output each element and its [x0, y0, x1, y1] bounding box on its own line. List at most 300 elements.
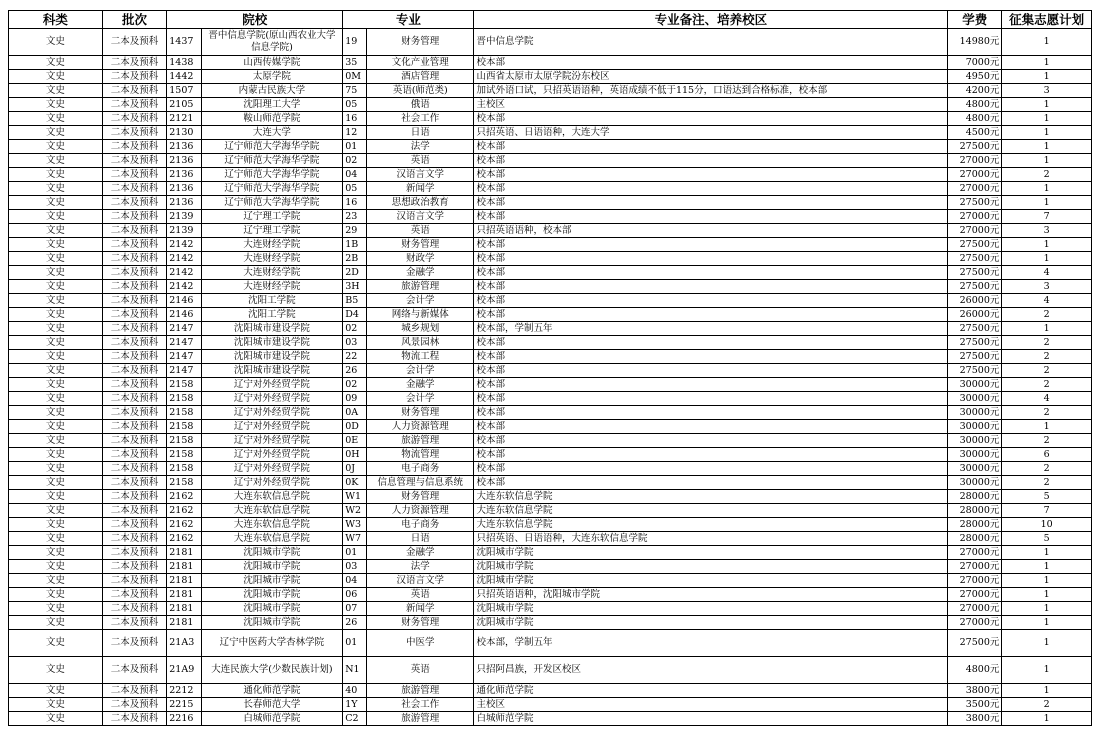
plan-count-cell: 2: [1002, 406, 1092, 420]
major-name-cell: 风景园林: [367, 336, 474, 350]
school-name-cell: 沈阳工学院: [201, 308, 343, 322]
major-name-cell: 人力资源管理: [367, 420, 474, 434]
plan-count-cell: 1: [1002, 154, 1092, 168]
batch-cell: 二本及预科: [102, 588, 167, 602]
category-cell: 文史: [9, 308, 103, 322]
major-code-cell: 09: [343, 392, 367, 406]
table-row: [9, 392, 1092, 406]
school-name-cell: 沈阳城市学院: [201, 616, 343, 630]
tuition-cell: 28000元: [948, 532, 1002, 546]
batch-cell: 二本及预科: [102, 280, 167, 294]
major-code-cell: 01: [343, 546, 367, 560]
major-notes-cell: 校本部: [474, 266, 948, 280]
tuition-cell: 30000元: [948, 420, 1002, 434]
major-notes-cell: 只招英语、日语语种，大连大学: [474, 126, 948, 140]
tuition-cell: 4950元: [948, 70, 1002, 84]
tuition-cell: 27000元: [948, 154, 1002, 168]
table-row: [9, 154, 1092, 168]
school-code-cell: 2162: [167, 518, 201, 532]
major-name-cell: 人力资源管理: [367, 504, 474, 518]
major-code-cell: 1Y: [343, 698, 367, 712]
major-notes-cell: 校本部，学制五年: [474, 630, 948, 657]
batch-cell: 二本及预科: [102, 70, 167, 84]
header-tuition: 学费: [948, 11, 1002, 29]
plan-count-cell: 4: [1002, 266, 1092, 280]
school-name-cell: 晋中信息学院(原山西农业大学信息学院): [201, 29, 343, 56]
batch-cell: 二本及预科: [102, 154, 167, 168]
major-notes-cell: 校本部，学制五年: [474, 322, 948, 336]
plan-count-cell: 3: [1002, 224, 1092, 238]
table-row: [9, 280, 1092, 294]
category-cell: 文史: [9, 378, 103, 392]
major-code-cell: W7: [343, 532, 367, 546]
school-code-cell: 2142: [167, 266, 201, 280]
major-code-cell: 22: [343, 350, 367, 364]
tuition-cell: 27000元: [948, 224, 1002, 238]
school-code-cell: 2158: [167, 448, 201, 462]
batch-cell: 二本及预科: [102, 392, 167, 406]
major-name-cell: 汉语言文学: [367, 168, 474, 182]
major-code-cell: N1: [343, 657, 367, 684]
school-name-cell: 沈阳理工大学: [201, 98, 343, 112]
school-name-cell: 长春师范大学: [201, 698, 343, 712]
plan-count-cell: 10: [1002, 518, 1092, 532]
school-code-cell: 1438: [167, 56, 201, 70]
batch-cell: 二本及预科: [102, 252, 167, 266]
category-cell: 文史: [9, 336, 103, 350]
category-cell: 文史: [9, 266, 103, 280]
school-name-cell: 辽宁对外经贸学院: [201, 448, 343, 462]
category-cell: 文史: [9, 546, 103, 560]
major-notes-cell: 加试外语口试，只招英语语种，英语成绩不低于115分，口语达到合格标准，校本部: [474, 84, 948, 98]
major-notes-cell: 校本部: [474, 280, 948, 294]
category-cell: 文史: [9, 140, 103, 154]
school-name-cell: 辽宁师范大学海华学院: [201, 168, 343, 182]
major-code-cell: 06: [343, 588, 367, 602]
plan-count-cell: 1: [1002, 630, 1092, 657]
major-code-cell: 01: [343, 140, 367, 154]
major-name-cell: 汉语言文学: [367, 574, 474, 588]
school-code-cell: 2147: [167, 322, 201, 336]
plan-count-cell: 1: [1002, 546, 1092, 560]
category-cell: 文史: [9, 98, 103, 112]
category-cell: 文史: [9, 532, 103, 546]
major-code-cell: 07: [343, 602, 367, 616]
major-notes-cell: 沈阳城市学院: [474, 546, 948, 560]
tuition-cell: 27500元: [948, 350, 1002, 364]
major-name-cell: 金融学: [367, 378, 474, 392]
batch-cell: 二本及预科: [102, 420, 167, 434]
school-name-cell: 鞍山师范学院: [201, 112, 343, 126]
batch-cell: 二本及预科: [102, 168, 167, 182]
category-cell: 文史: [9, 630, 103, 657]
tuition-cell: 27500元: [948, 238, 1002, 252]
school-code-cell: 2181: [167, 560, 201, 574]
school-code-cell: 2212: [167, 684, 201, 698]
table-row: [9, 712, 1092, 726]
school-code-cell: 2216: [167, 712, 201, 726]
plan-count-cell: 1: [1002, 602, 1092, 616]
major-name-cell: 城乡规划: [367, 322, 474, 336]
school-name-cell: 辽宁对外经贸学院: [201, 476, 343, 490]
major-notes-cell: 校本部: [474, 196, 948, 210]
batch-cell: 二本及预科: [102, 616, 167, 630]
major-code-cell: 23: [343, 210, 367, 224]
category-cell: 文史: [9, 294, 103, 308]
major-code-cell: 16: [343, 112, 367, 126]
table-row: [9, 684, 1092, 698]
major-name-cell: 旅游管理: [367, 684, 474, 698]
plan-count-cell: 1: [1002, 126, 1092, 140]
major-notes-cell: 大连东软信息学院: [474, 504, 948, 518]
major-notes-cell: 只招英语、日语语种，大连东软信息学院: [474, 532, 948, 546]
tuition-cell: 30000元: [948, 462, 1002, 476]
batch-cell: 二本及预科: [102, 210, 167, 224]
category-cell: 文史: [9, 238, 103, 252]
school-code-cell: 1507: [167, 84, 201, 98]
table-row: [9, 98, 1092, 112]
table-row: [9, 112, 1092, 126]
school-code-cell: 2147: [167, 336, 201, 350]
major-code-cell: 02: [343, 378, 367, 392]
category-cell: 文史: [9, 462, 103, 476]
tuition-cell: 27500元: [948, 322, 1002, 336]
major-notes-cell: 校本部: [474, 378, 948, 392]
batch-cell: 二本及预科: [102, 294, 167, 308]
school-code-cell: 2162: [167, 532, 201, 546]
batch-cell: 二本及预科: [102, 98, 167, 112]
table-row: [9, 29, 1092, 56]
plan-count-cell: 2: [1002, 168, 1092, 182]
tuition-cell: 3800元: [948, 712, 1002, 726]
table-row: [9, 462, 1092, 476]
tuition-cell: 27500元: [948, 364, 1002, 378]
batch-cell: 二本及预科: [102, 336, 167, 350]
category-cell: 文史: [9, 434, 103, 448]
tuition-cell: 27500元: [948, 252, 1002, 266]
category-cell: 文史: [9, 196, 103, 210]
tuition-cell: 26000元: [948, 294, 1002, 308]
major-name-cell: 日语: [367, 126, 474, 140]
major-code-cell: 0J: [343, 462, 367, 476]
plan-count-cell: 1: [1002, 588, 1092, 602]
header-major-notes: 专业备注、培养校区: [474, 11, 948, 29]
tuition-cell: 30000元: [948, 392, 1002, 406]
school-name-cell: 沈阳城市建设学院: [201, 350, 343, 364]
category-cell: 文史: [9, 406, 103, 420]
major-code-cell: 04: [343, 574, 367, 588]
major-code-cell: 2D: [343, 266, 367, 280]
school-code-cell: 21A9: [167, 657, 201, 684]
major-code-cell: 0M: [343, 70, 367, 84]
table-row: [9, 476, 1092, 490]
batch-cell: 二本及预科: [102, 378, 167, 392]
plan-count-cell: 3: [1002, 84, 1092, 98]
school-name-cell: 大连东软信息学院: [201, 518, 343, 532]
major-name-cell: 信息管理与信息系统: [367, 476, 474, 490]
plan-count-cell: 5: [1002, 490, 1092, 504]
school-name-cell: 辽宁中医药大学杏林学院: [201, 630, 343, 657]
category-cell: 文史: [9, 448, 103, 462]
major-name-cell: 英语(师范类): [367, 84, 474, 98]
tuition-cell: 27000元: [948, 182, 1002, 196]
school-name-cell: 大连东软信息学院: [201, 504, 343, 518]
major-notes-cell: 沈阳城市学院: [474, 560, 948, 574]
major-name-cell: 金融学: [367, 266, 474, 280]
plan-count-cell: 1: [1002, 252, 1092, 266]
major-notes-cell: 校本部: [474, 56, 948, 70]
batch-cell: 二本及预科: [102, 560, 167, 574]
table-row: [9, 56, 1092, 70]
major-notes-cell: 校本部: [474, 154, 948, 168]
batch-cell: 二本及预科: [102, 462, 167, 476]
tuition-cell: 27000元: [948, 210, 1002, 224]
category-cell: 文史: [9, 560, 103, 574]
school-code-cell: 21A3: [167, 630, 201, 657]
major-notes-cell: 只招英语语种，沈阳城市学院: [474, 588, 948, 602]
major-notes-cell: 大连东软信息学院: [474, 518, 948, 532]
tuition-cell: 14980元: [948, 29, 1002, 56]
plan-count-cell: 4: [1002, 294, 1092, 308]
batch-cell: 二本及预科: [102, 602, 167, 616]
table-row: [9, 196, 1092, 210]
school-name-cell: 白城师范学院: [201, 712, 343, 726]
school-code-cell: 2158: [167, 462, 201, 476]
plan-count-cell: 1: [1002, 574, 1092, 588]
tuition-cell: 27000元: [948, 546, 1002, 560]
plan-count-cell: 1: [1002, 29, 1092, 56]
major-notes-cell: 校本部: [474, 140, 948, 154]
table-row: [9, 224, 1092, 238]
tuition-cell: 27000元: [948, 574, 1002, 588]
major-code-cell: D4: [343, 308, 367, 322]
header-category: 科类: [9, 11, 103, 29]
major-notes-cell: 山西省太原市太原学院汾东校区: [474, 70, 948, 84]
plan-count-cell: 2: [1002, 378, 1092, 392]
major-code-cell: 0E: [343, 434, 367, 448]
category-cell: 文史: [9, 182, 103, 196]
plan-count-cell: 1: [1002, 684, 1092, 698]
major-code-cell: W2: [343, 504, 367, 518]
school-code-cell: 1437: [167, 29, 201, 56]
school-name-cell: 大连财经学院: [201, 238, 343, 252]
major-name-cell: 财务管理: [367, 29, 474, 56]
major-notes-cell: 校本部: [474, 350, 948, 364]
table-row: [9, 574, 1092, 588]
school-code-cell: 2162: [167, 504, 201, 518]
category-cell: 文史: [9, 70, 103, 84]
tuition-cell: 28000元: [948, 490, 1002, 504]
major-code-cell: W1: [343, 490, 367, 504]
major-name-cell: 物流管理: [367, 448, 474, 462]
major-name-cell: 法学: [367, 560, 474, 574]
table-row: [9, 406, 1092, 420]
plan-count-cell: 1: [1002, 238, 1092, 252]
major-code-cell: 16: [343, 196, 367, 210]
major-notes-cell: 白城师范学院: [474, 712, 948, 726]
school-code-cell: 1442: [167, 70, 201, 84]
batch-cell: 二本及预科: [102, 56, 167, 70]
plan-count-cell: 1: [1002, 140, 1092, 154]
major-name-cell: 英语: [367, 657, 474, 684]
major-name-cell: 中医学: [367, 630, 474, 657]
category-cell: 文史: [9, 602, 103, 616]
major-notes-cell: 沈阳城市学院: [474, 616, 948, 630]
major-code-cell: 26: [343, 616, 367, 630]
category-cell: 文史: [9, 476, 103, 490]
batch-cell: 二本及预科: [102, 434, 167, 448]
major-name-cell: 英语: [367, 588, 474, 602]
table-row: [9, 420, 1092, 434]
major-code-cell: 0A: [343, 406, 367, 420]
table-row: [9, 238, 1092, 252]
table-row: [9, 294, 1092, 308]
category-cell: 文史: [9, 504, 103, 518]
batch-cell: 二本及预科: [102, 532, 167, 546]
plan-count-cell: 1: [1002, 112, 1092, 126]
major-name-cell: 旅游管理: [367, 280, 474, 294]
tuition-cell: 7000元: [948, 56, 1002, 70]
school-name-cell: 辽宁师范大学海华学院: [201, 154, 343, 168]
school-code-cell: 2181: [167, 546, 201, 560]
batch-cell: 二本及预科: [102, 630, 167, 657]
category-cell: 文史: [9, 698, 103, 712]
school-name-cell: 辽宁师范大学海华学院: [201, 182, 343, 196]
table-row: [9, 602, 1092, 616]
table-row: [9, 588, 1092, 602]
tuition-cell: 27000元: [948, 588, 1002, 602]
tuition-cell: 28000元: [948, 518, 1002, 532]
major-notes-cell: 通化师范学院: [474, 684, 948, 698]
school-code-cell: 2136: [167, 182, 201, 196]
tuition-cell: 27500元: [948, 140, 1002, 154]
plan-count-cell: 1: [1002, 98, 1092, 112]
major-notes-cell: 校本部: [474, 252, 948, 266]
table-row: [9, 434, 1092, 448]
major-notes-cell: 沈阳城市学院: [474, 602, 948, 616]
table-row: [9, 210, 1092, 224]
school-name-cell: 太原学院: [201, 70, 343, 84]
school-code-cell: 2136: [167, 140, 201, 154]
major-code-cell: C2: [343, 712, 367, 726]
major-notes-cell: 校本部: [474, 364, 948, 378]
tuition-cell: 3800元: [948, 684, 1002, 698]
tuition-cell: 30000元: [948, 448, 1002, 462]
school-name-cell: 大连财经学院: [201, 280, 343, 294]
major-name-cell: 财务管理: [367, 406, 474, 420]
category-cell: 文史: [9, 154, 103, 168]
major-code-cell: 29: [343, 224, 367, 238]
major-code-cell: 75: [343, 84, 367, 98]
tuition-cell: 4500元: [948, 126, 1002, 140]
category-cell: 文史: [9, 684, 103, 698]
major-notes-cell: 校本部: [474, 448, 948, 462]
major-notes-cell: 校本部: [474, 462, 948, 476]
major-name-cell: 新闻学: [367, 182, 474, 196]
major-notes-cell: 校本部: [474, 406, 948, 420]
category-cell: 文史: [9, 252, 103, 266]
school-code-cell: 2136: [167, 168, 201, 182]
table-row: [9, 490, 1092, 504]
major-name-cell: 财务管理: [367, 616, 474, 630]
major-name-cell: 电子商务: [367, 462, 474, 476]
school-name-cell: 大连大学: [201, 126, 343, 140]
school-name-cell: 沈阳城市学院: [201, 546, 343, 560]
school-name-cell: 通化师范学院: [201, 684, 343, 698]
batch-cell: 二本及预科: [102, 238, 167, 252]
school-name-cell: 沈阳城市学院: [201, 574, 343, 588]
tuition-cell: 4800元: [948, 112, 1002, 126]
category-cell: 文史: [9, 490, 103, 504]
major-code-cell: 05: [343, 98, 367, 112]
plan-count-cell: 1: [1002, 56, 1092, 70]
table-row: [9, 252, 1092, 266]
school-code-cell: 2142: [167, 280, 201, 294]
major-name-cell: 社会工作: [367, 698, 474, 712]
major-notes-cell: 校本部: [474, 238, 948, 252]
category-cell: 文史: [9, 56, 103, 70]
tuition-cell: 27000元: [948, 168, 1002, 182]
category-cell: 文史: [9, 280, 103, 294]
tuition-cell: 4200元: [948, 84, 1002, 98]
table-row: [9, 698, 1092, 712]
batch-cell: 二本及预科: [102, 406, 167, 420]
plan-count-cell: 4: [1002, 392, 1092, 406]
table-row: [9, 336, 1092, 350]
category-cell: 文史: [9, 657, 103, 684]
major-notes-cell: 只招英语语种，校本部: [474, 224, 948, 238]
major-name-cell: 金融学: [367, 546, 474, 560]
batch-cell: 二本及预科: [102, 698, 167, 712]
school-code-cell: 2121: [167, 112, 201, 126]
school-name-cell: 沈阳城市学院: [201, 560, 343, 574]
table-header: [9, 11, 1092, 29]
tuition-cell: 30000元: [948, 378, 1002, 392]
school-name-cell: 辽宁对外经贸学院: [201, 420, 343, 434]
tuition-cell: 30000元: [948, 434, 1002, 448]
major-code-cell: 05: [343, 182, 367, 196]
batch-cell: 二本及预科: [102, 712, 167, 726]
major-name-cell: 旅游管理: [367, 434, 474, 448]
major-name-cell: 法学: [367, 140, 474, 154]
plan-count-cell: 1: [1002, 182, 1092, 196]
batch-cell: 二本及预科: [102, 364, 167, 378]
table-row: [9, 546, 1092, 560]
batch-cell: 二本及预科: [102, 266, 167, 280]
plan-count-cell: 1: [1002, 560, 1092, 574]
table-row: [9, 168, 1092, 182]
major-notes-cell: 校本部: [474, 182, 948, 196]
major-notes-cell: 校本部: [474, 112, 948, 126]
table-row: [9, 182, 1092, 196]
school-code-cell: 2158: [167, 392, 201, 406]
major-code-cell: 02: [343, 154, 367, 168]
batch-cell: 二本及预科: [102, 84, 167, 98]
tuition-cell: 4800元: [948, 98, 1002, 112]
tuition-cell: 27500元: [948, 196, 1002, 210]
major-notes-cell: 校本部: [474, 434, 948, 448]
school-name-cell: 沈阳城市学院: [201, 588, 343, 602]
school-name-cell: 辽宁对外经贸学院: [201, 462, 343, 476]
plan-count-cell: 7: [1002, 210, 1092, 224]
major-name-cell: 财务管理: [367, 490, 474, 504]
plan-count-cell: 2: [1002, 364, 1092, 378]
batch-cell: 二本及预科: [102, 350, 167, 364]
batch-cell: 二本及预科: [102, 504, 167, 518]
major-notes-cell: 沈阳城市学院: [474, 574, 948, 588]
batch-cell: 二本及预科: [102, 657, 167, 684]
plan-count-cell: 2: [1002, 336, 1092, 350]
